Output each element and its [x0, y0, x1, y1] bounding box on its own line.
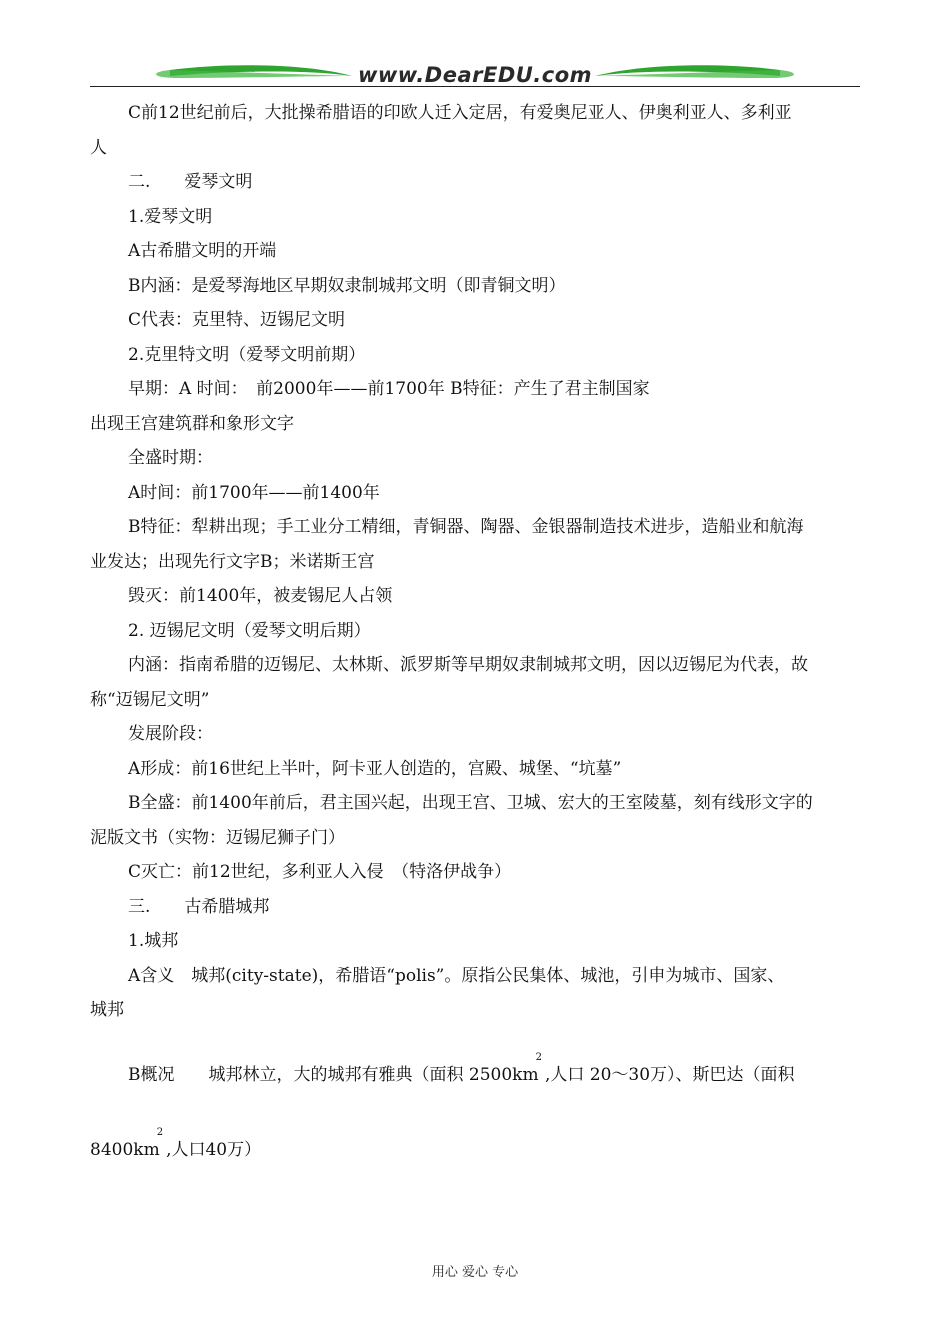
paragraph-line: 出现王宫建筑群和象形文字 — [90, 413, 294, 434]
subsection-heading: 2. 迈锡尼文明（爱琴文明后期） — [128, 620, 371, 641]
section-heading: 三. 古希腊城邦 — [128, 896, 270, 917]
header-divider — [90, 86, 860, 87]
subsection-heading: 1.城邦 — [128, 931, 179, 951]
subsection-heading: 1.爱琴文明 — [128, 206, 213, 227]
paragraph-line: A古希腊文明的开端 — [128, 241, 277, 261]
page-footer: 用心 爱心 专心 — [431, 1265, 519, 1280]
paragraph-line: 全盛时期： — [128, 448, 213, 468]
section-heading: 二. 爱琴文明 — [128, 172, 253, 192]
paragraph-line: 毁灭：前1400年，被麦锡尼人占领 — [128, 586, 393, 606]
paragraph-line — [90, 1127, 860, 1171]
text-run: B概况 城邦林立，大的城邦有雅典（面积 2500km — [128, 1064, 539, 1085]
paragraph-line: B内涵：是爱琴海地区早期奴隶制城邦文明（即青铜文明） — [128, 275, 566, 296]
paragraph-line: C前12世纪前后，大批操希腊语的印欧人迁入定居，有爱奥尼亚人、伊奥利亚人、多利亚 — [128, 103, 792, 123]
superscript: 2 — [156, 1127, 164, 1138]
paragraph-line: 业发达；出现先行文字B；米诺斯王宫 — [90, 551, 375, 572]
paragraph-line: 称“迈锡尼文明” — [90, 689, 210, 710]
paragraph-line: 发展阶段： — [128, 724, 213, 744]
paragraph-line: A时间：前1700年——前1400年 — [128, 482, 380, 503]
paragraph-line: B全盛：前1400年前后，君主国兴起，出现王宫、卫城、宏大的王室陵墓，刻有线形文字的 — [128, 793, 813, 813]
paragraph-line: C灭亡：前12世纪，多利亚人入侵 （特洛伊战争） — [128, 862, 512, 882]
paragraph-line: B特征：犁耕出现；手工业分工精细，青铜器、陶器、金银器制造技术进步，造船业和航海 — [128, 517, 804, 537]
paragraph-line: 泥版文书（实物：迈锡尼狮子门） — [90, 827, 345, 848]
paragraph-line — [90, 1051, 860, 1096]
paragraph-line: A含义 城邦(city-state)，希腊语“polis”。原指公民集体、城池，引申为城市、国家、 — [128, 965, 785, 986]
paragraph-line: C代表：克里特、迈锡尼文明 — [128, 310, 346, 330]
superscript: 2 — [535, 1051, 542, 1063]
text-run: ,人口 20～30万）、斯巴达（面积 — [544, 1064, 795, 1085]
document-body — [90, 96, 860, 1171]
paragraph-line: 城邦 — [90, 1000, 124, 1020]
site-logo-text[interactable]: www.DearEDU.com — [357, 63, 593, 87]
paragraph-line: 早期：A 时间： 前2000年——前1700年 B特征：产生了君主制国家 — [128, 379, 650, 399]
paragraph-line: 内涵：指南希腊的迈锡尼、太林斯、派罗斯等早期奴隶制城邦文明，因以迈锡尼为代表，故 — [128, 655, 808, 675]
subsection-heading: 2.克里特文明（爱琴文明前期） — [128, 344, 366, 365]
paragraph-line: A形成：前16世纪上半叶，阿卡亚人创造的，宫殿、城堡、“坑墓” — [128, 758, 622, 779]
paragraph-line: 人 — [90, 137, 107, 158]
text-run: ,人口40万） — [166, 1140, 262, 1160]
text-run: 8400km — [90, 1140, 160, 1160]
